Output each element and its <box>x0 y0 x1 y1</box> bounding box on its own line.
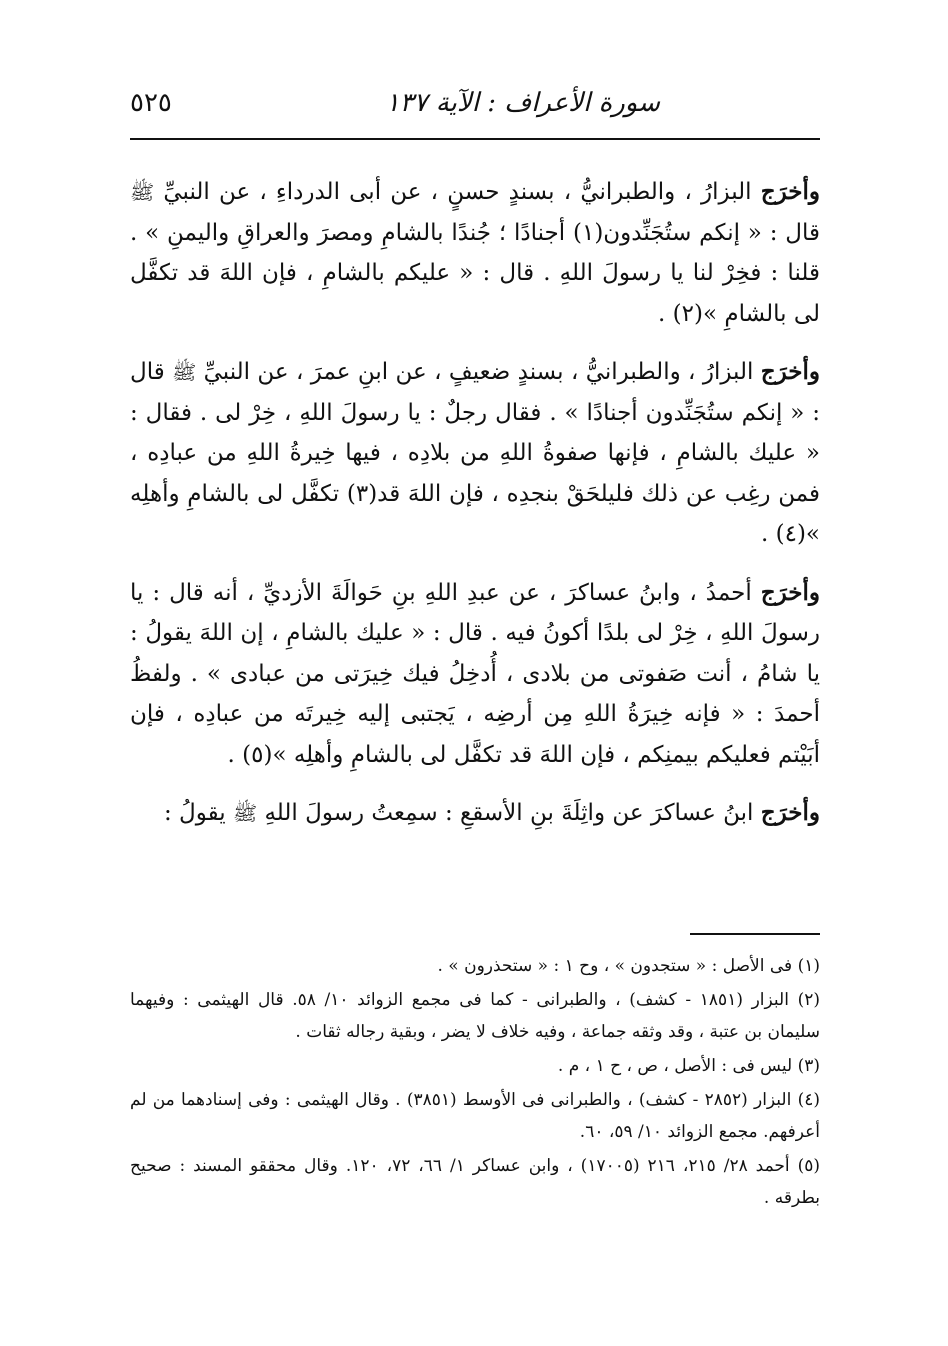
paragraph-3 <box>130 573 820 776</box>
paragraph-lead: وأخرَج <box>760 178 820 205</box>
paragraph-text: ابنُ عساكرَ عن واثِلَةَ بنِ الأسقعِ : سمِعتُ رسولَ اللهِ <box>257 800 761 826</box>
paragraph-text-rest: يقولُ : <box>163 800 233 826</box>
page-number: ٥٢٥ <box>130 88 172 118</box>
paragraph-1 <box>130 172 820 334</box>
footnote-5: (٥) أحمد ٢٨/ ٢١٥، ٢١٦ (١٧٠٠٥) ، وابن عساكر ١/ ٦٦، ٧٢، ١٢٠. وقال محققو المسند : صحيح بطرقه . <box>130 1156 821 1208</box>
paragraph-2 <box>130 352 820 555</box>
salutation-ligature: ﷺ <box>130 180 155 204</box>
salutation-ligature: ﷺ <box>232 801 258 825</box>
main-text <box>130 172 820 852</box>
paragraph-4 <box>130 793 820 834</box>
header-rule <box>130 138 820 140</box>
paragraph-lead: وأخرَج <box>760 799 820 826</box>
paragraph-text-rest: قال : « إنكم ستُجَنِّدون أجنادًا » . فقال رجلٌ : يا رسولَ اللهِ ، خِرْ لى . فقال : « عليك بالشامِ ، فإنها صفوةُ اللهِ من بلادِه ، فيها خِيرةُ اللهِ من عبادِه ، فمن رغِب عن ذلك فليلحَقْ بنجدِه ، فإن اللهَ قد(٣) تكفَّل لى بالشامِ وأهلِه »(٤) . <box>130 359 820 547</box>
running-header-title: سورة الأعراف : الآية ١٣٧ <box>385 88 660 118</box>
running-header <box>130 84 820 124</box>
paragraph-text: البزارُ ، والطبرانيُّ ، بسندٍ حسنٍ ، عن أبى الدرداءِ ، عن النبيِّ <box>154 179 761 205</box>
paragraph-lead: وأخرَج <box>760 578 820 606</box>
footnote-3: (٣) ليس فى : الأصل ، ص ، ح ١ ، م . <box>557 1056 820 1076</box>
paragraph-text: البزارُ ، والطبرانيُّ ، بسندٍ ضعيفٍ ، عن ابنِ عمرَ ، عن النبيِّ <box>196 359 761 385</box>
footnote-4: (٤) البزار (٢٨٥٢ - كشف) ، والطبرانى فى الأوسط (٣٨٥١) . وقال الهيثمى : وفى إسنادهما من لم أعرفهم. مجمع الزوائد ١٠/ ٥٩، ٦٠. <box>130 1090 820 1142</box>
footnote-2: (٢) البزار (١٨٥١ - كشف) ، والطبرانى - كما فى مجمع الزوائد ١٠/ ٥٨. قال الهيثمى : وفيهما سليمان بن عتبة ، وقد وثقه جماعة ، وفيه خلاف لا يضر ، وبقية رجاله ثقات . <box>130 990 820 1042</box>
footnote-separator <box>690 933 820 935</box>
footnote-1: (١) فى الأصل : « ستجدون » ، وح ١ : « ستحذرون » . <box>437 956 820 976</box>
footnotes <box>130 950 820 1216</box>
salutation-ligature: ﷺ <box>172 360 197 384</box>
paragraph-lead: وأخرَج <box>760 358 820 385</box>
paragraph-text: أحمدُ ، وابنُ عساكرَ ، عن عبدِ اللهِ بنِ حَوالَةَ الأزديِّ ، أنه قال : يا رسولَ اللهِ ، خِرْ لى بلدًا أكونُ فيه . قال : « عليك بالشامِ ، إن اللهَ يقولُ : يا شامُ ، أنت صَفوتى من بلادى ، أُدخِلُ فيك خِيرَتى من عبادى » . ولفظُ أحمدَ : « فإنه خِيرَةُ اللهِ مِن أرضِه ، يَجتبى إليه خِيرتَه من عبادِه ، فإن أبَيْتم فعليكم بيمنِكم ، فإن اللهَ قد تكفَّل لى بالشامِ وأهلِه »(٥) . <box>130 579 820 768</box>
paragraph-text-rest: قال : « إنكم ستُجَنِّدون(١) أجنادًا ؛ جُندًا بالشامِ ومصرَ والعراقِ واليمنِ » . قلنا : فخِرْ لنا يا رسولَ اللهِ . قال : « عليكم بالشامِ ، فإن اللهَ قد تكفَّل لى بالشامِ »(٢) . <box>130 219 820 327</box>
